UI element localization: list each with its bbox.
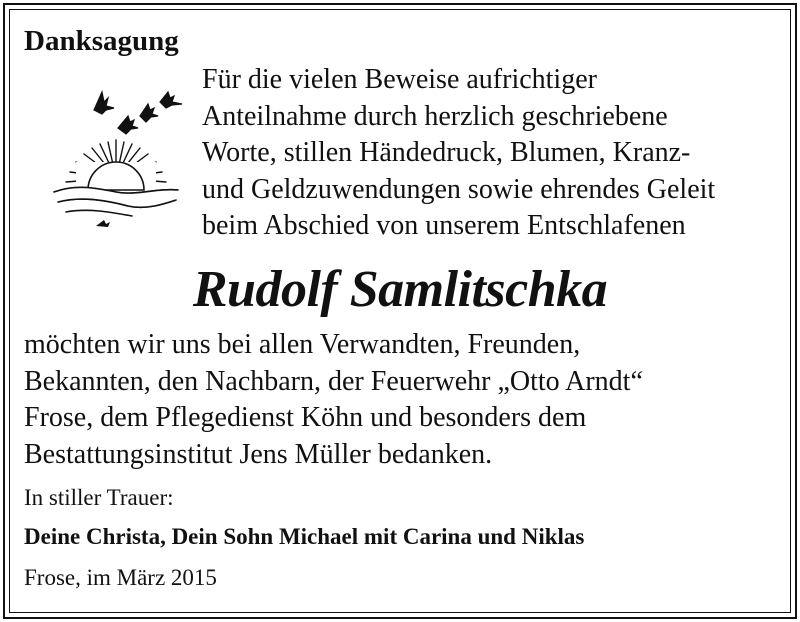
deceased-name: Rudolf Samlitschka — [192, 261, 608, 318]
thanks-line: Bestattungsinstitut Jens Müller bedanken. — [24, 438, 493, 470]
family-signature: Deine Christa, Dein Sohn Michael mit Carina und Niklas — [24, 524, 585, 549]
mourning-label: In stiller Trauer: — [24, 485, 174, 510]
intro-line: und Geldzuwendungen sowie ehrendes Geleit — [202, 173, 716, 205]
intro-line: Für die vielen Beweise aufrichtiger — [202, 64, 597, 95]
thanks-line: Bekannten, den Nachbarn, der Feuerwehr „Otto Arndt“ — [24, 365, 643, 397]
thanks-text — [24, 327, 784, 473]
notice-heading: Danksagung — [24, 25, 179, 57]
intro-line: Anteilnahme durch herzlich geschriebene — [202, 100, 668, 132]
thanks-line: Frose, dem Pflegedienst Köhn und besonders dem — [24, 402, 587, 433]
birds-over-sunset-icon — [36, 80, 196, 240]
thanks-line: möchten wir uns bei allen Verwandten, Freunden, — [24, 329, 581, 360]
intro-line: Worte, stillen Händedruck, Blumen, Kranz- — [202, 137, 691, 168]
intro-line: beim Abschied von unserem Entschlafenen — [202, 210, 686, 241]
intro-text — [202, 62, 792, 245]
place-date: Frose, im März 2015 — [24, 565, 217, 590]
